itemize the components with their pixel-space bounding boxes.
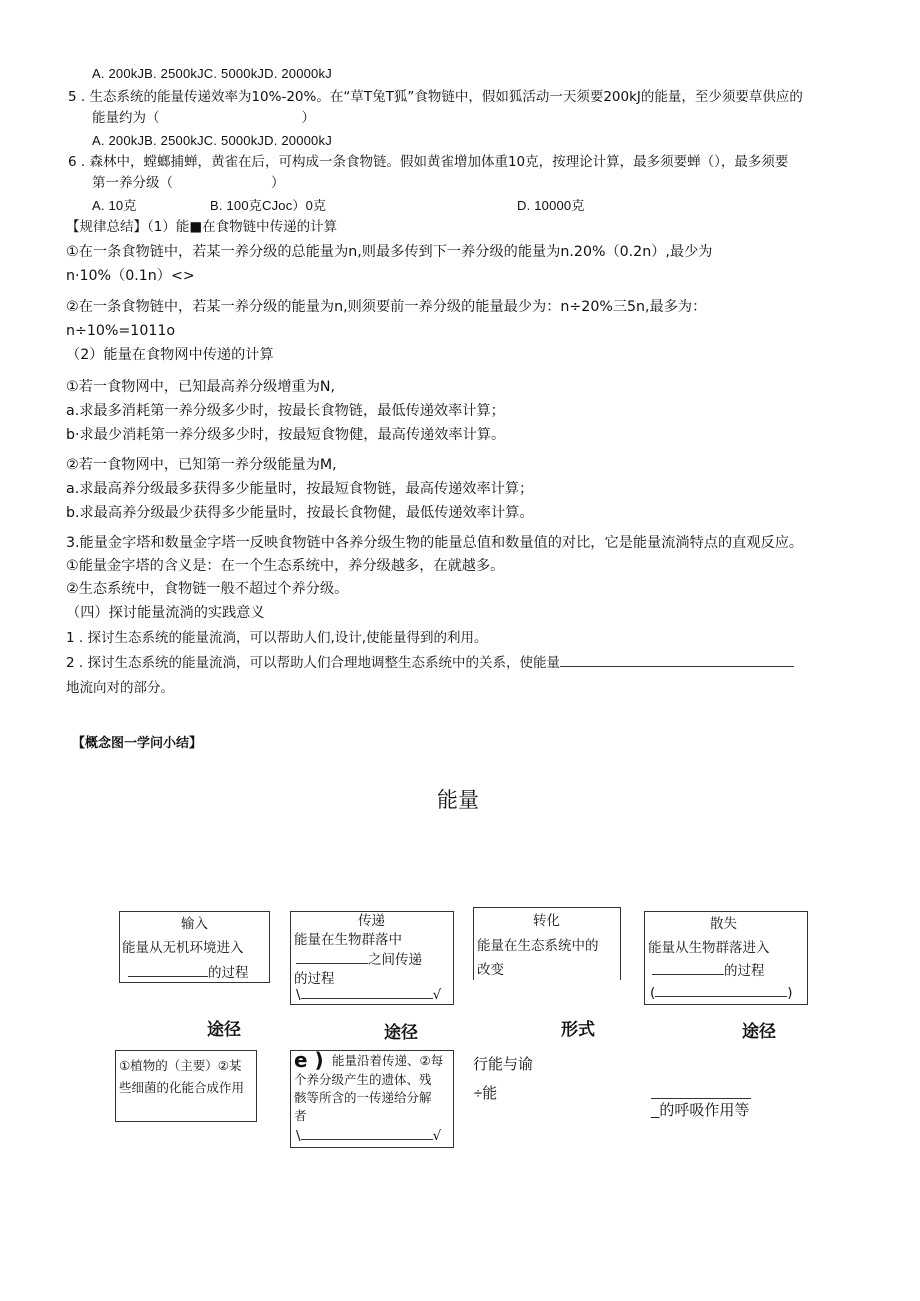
transfer-route-edge: \ √	[296, 1128, 442, 1144]
q5-text: 5 . 生态系统的能量传递效率为10%-20%。在“草T兔T狐”食物链中，假如狐活动一天须要200kJ的能量，至少须要草供应的	[68, 89, 803, 105]
loss-edge: ( )	[650, 985, 793, 1001]
transfer-route-line2: 个养分级产生的遗体、残	[294, 1072, 432, 1087]
rule-q1a: a.求最多消耗第一养分级多少时，按最长食物链，最低传递效率计算；	[66, 403, 505, 419]
input-route-line1: ①植物的（主要）②某	[119, 1058, 242, 1073]
q6-option-d: D. 10000克	[517, 198, 585, 213]
rule-p1a: ①在一条食物链中，若某一养分级的总能量为n,则最多传到下一养分级的能量为n.20%（0.2n）,最少为	[66, 244, 713, 260]
practice-title: （四）探讨能量流淌的实践意义	[66, 605, 265, 621]
form-label-convert: 形式	[561, 1020, 595, 1039]
rule-title: 【规律总结】（1）能■在食物链中传递的计算	[66, 219, 338, 235]
transfer-title: 传递	[358, 913, 385, 929]
input-line2: 的过程	[128, 965, 249, 983]
route-label-loss: 途径	[742, 1022, 776, 1041]
q6-option-a: A. 10克	[92, 198, 137, 213]
transfer-route-line4: 者	[294, 1108, 307, 1123]
practice-l1: 1 . 探讨生态系统的能量流淌，可以帮助人们,设计,使能量得到的利用。	[66, 630, 488, 646]
convert-title: 转化	[533, 913, 560, 929]
rule-q1b: b·求最少消耗第一养分级多少时，按最短食物健，最高传递效率计算。	[66, 427, 506, 443]
q5-text-line2: 能量约为（ ）	[92, 110, 315, 126]
rule-q2a: a.求最高养分级最多获得多少能量时，按最短食物链，最高传递效率计算；	[66, 481, 534, 497]
input-title: 输入	[181, 916, 208, 932]
form-line1: 行能与谕	[473, 1056, 534, 1073]
pyramid-l1: 3.能量金字塔和数量金字塔一反映食物链中各养分级生物的能量总值和数量值的对比，它是能量流淌特点的直观反应。	[66, 535, 804, 551]
q5-options: A. 200kJB. 2500kJC. 5000kJD. 20000kJ	[92, 133, 332, 148]
form-line2: ÷能	[474, 1085, 498, 1102]
concept-header: 【概念图一学问小结】	[72, 736, 203, 751]
rule-q1: ①若一食物网中，已知最高养分级增重为N,	[66, 379, 336, 395]
concept-center: 能量	[437, 789, 479, 812]
q6-text-line2: 第一养分级（ ）	[92, 175, 285, 191]
loss-route-blank	[651, 1097, 751, 1099]
convert-line1: 能量在生态系统中的	[477, 938, 599, 954]
pyramid-l3: ②生态系统中，食物链一般不超过个养分级。	[66, 581, 349, 597]
rule-p2a: ②在一条食物链中，若某一养分级的能量为n,则须要前一养分级的能量最少为：n÷20%三5n,最多为：	[66, 299, 707, 315]
transfer-route-mark: e )	[294, 1048, 324, 1072]
rule-p1b: n·10%（0.1n）<>	[66, 268, 195, 284]
transfer-line1: 能量在生物群落中	[294, 932, 402, 948]
loss-route-line: _的呼吸作用等	[651, 1102, 750, 1119]
practice-l2: 2 . 探讨生态系统的能量流淌，可以帮助人们合理地调整生态系统中的关系，使能量	[66, 655, 794, 673]
practice-l2-cont: 地流向对的部分。	[66, 680, 174, 696]
transfer-route-line3: 骸等所含的一传递给分解	[294, 1090, 432, 1105]
loss-line1: 能量从生物群落进入	[648, 940, 770, 956]
pyramid-l2: ①能量金字塔的含义是：在一个生态系统中，养分级越多，在就越多。	[66, 558, 505, 574]
q6-text: 6 . 森林中，螳螂捕蝉，黄雀在后，可构成一条食物链。假如黄雀增加体重10克，按理论计算，最多须要蝉（），最多须要	[68, 154, 789, 170]
loss-title: 散失	[710, 916, 737, 932]
input-line1: 能量从无机环境进入	[122, 940, 244, 956]
rule-p2b: n÷10%=1011o	[66, 323, 176, 339]
q6-option-b: B. 100克CJoc）0克	[210, 198, 327, 213]
transfer-edge: \ √	[296, 987, 442, 1003]
loss-line2: 的过程	[652, 963, 765, 981]
transfer-line2: 之间传递	[296, 952, 422, 970]
rule-t2: （2）能量在食物网中传递的计算	[66, 347, 274, 363]
transfer-line3: 的过程	[294, 971, 335, 987]
route-label-input: 途径	[207, 1020, 241, 1039]
transfer-route-line1: 能量沿着传递、②每	[332, 1053, 444, 1068]
route-label-transfer: 途径	[384, 1023, 418, 1042]
convert-line2: 改变	[477, 962, 504, 978]
rule-q2b: b.求最高养分级最少获得多少能量时，按最长食物健，最低传递效率计算。	[66, 505, 534, 521]
rule-q2: ②若一食物网中，已知第一养分级能量为M,	[66, 457, 337, 473]
input-route-line2: 些细菌的化能合成作用	[119, 1080, 245, 1095]
q4-options: A. 200kJB. 2500kJC. 5000kJD. 20000kJ	[92, 66, 332, 81]
